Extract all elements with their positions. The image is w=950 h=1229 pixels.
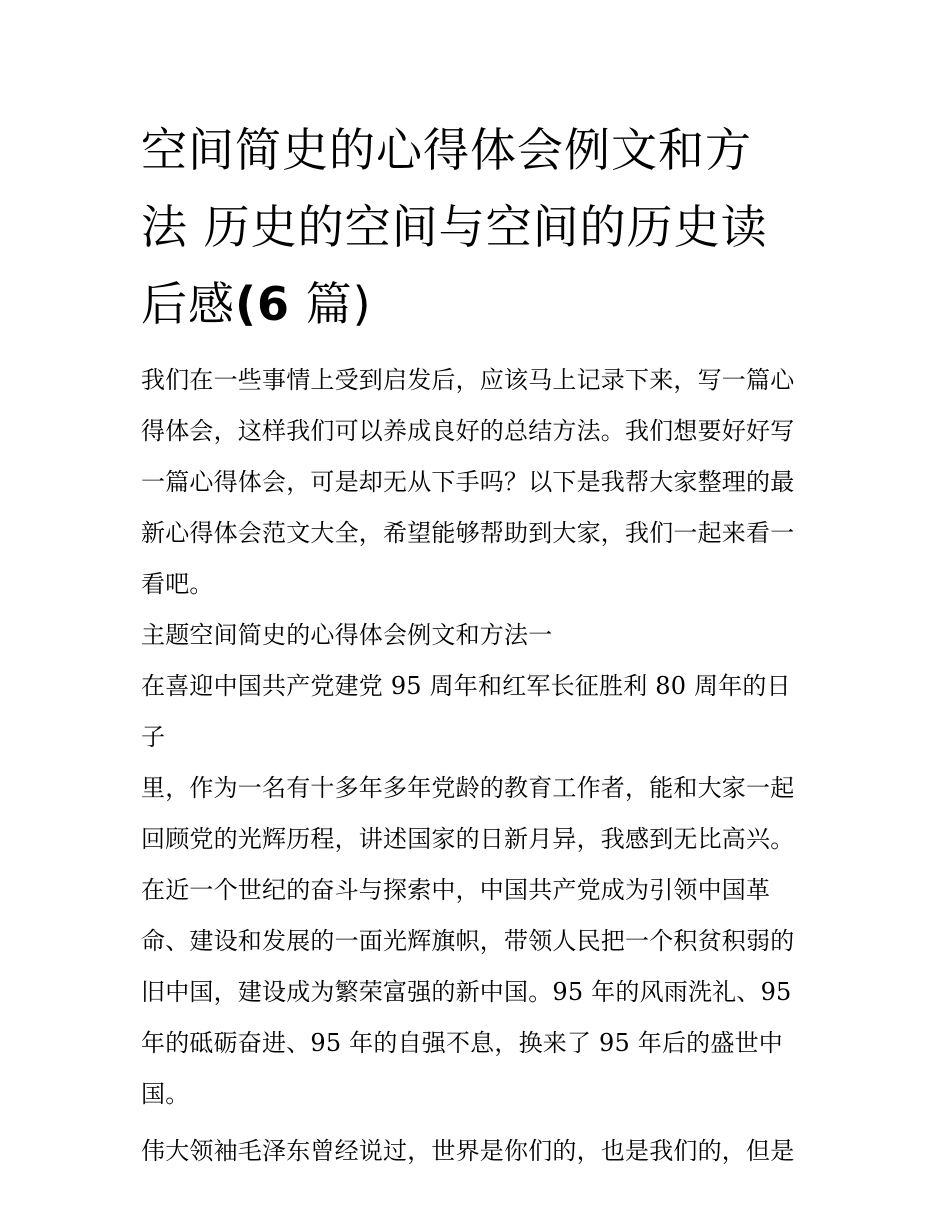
intro-line: 得体会，这样我们可以养成良好的总结方法。我们想要好好写 [141,417,795,445]
section-line: 国。 [141,1080,190,1108]
section-line: 在喜迎中国共产党建党 95 周年和红军长征胜利 80 周年的日子 [141,672,791,751]
section-paragraph [141,661,813,1120]
intro-line: 新心得体会范文大全，希望能够帮助到大家，我们一起来看一 [141,519,795,547]
section-line: 在近一个世纪的奋斗与探索中，中国共产党成为引领中国革 [141,876,771,904]
section-heading: 主题空间简史的心得体会例文和方法一 [141,621,553,649]
document-content [141,112,813,1177]
intro-line: 一篇心得体会，可是却无从下手吗？以下是我帮大家整理的最 [141,468,795,496]
intro-paragraph [141,355,813,610]
section-line: 旧中国，建设成为繁荣富强的新中国。95 年的风雨洗礼、95 [141,978,792,1006]
title-line-1: 空间简史的心得体会例文和方 [141,123,752,177]
title-line-3-prefix: 后感 [141,277,235,331]
section-line: 里，作为一名有十多年多年党龄的教育工作者，能和大家一起 [141,774,795,802]
next-paragraph: 伟大领袖毛泽东曾经说过，世界是你们的，也是我们的，但是 [141,1137,795,1165]
intro-line: 看吧。 [141,570,214,598]
title-line-2: 法 历史的空间与空间的历史读 [141,200,768,254]
section-line: 年的砥砺奋进、95 年的自强不息，换来了 95 年后的盛世中 [141,1029,783,1057]
intro-line: 我们在一些事情上受到启发后，应该马上记录下来，写一篇心 [141,366,795,394]
title-line-3-number: (6 [235,277,291,331]
document-title [141,112,813,343]
section-line: 回顾党的光辉历程，讲述国家的日新月异，我感到无比高兴。 [141,825,795,853]
title-line-3-suffix: 篇) [290,277,372,331]
section-line: 命、建设和发展的一面光辉旗帜，带领人民把一个积贫积弱的 [141,927,795,955]
